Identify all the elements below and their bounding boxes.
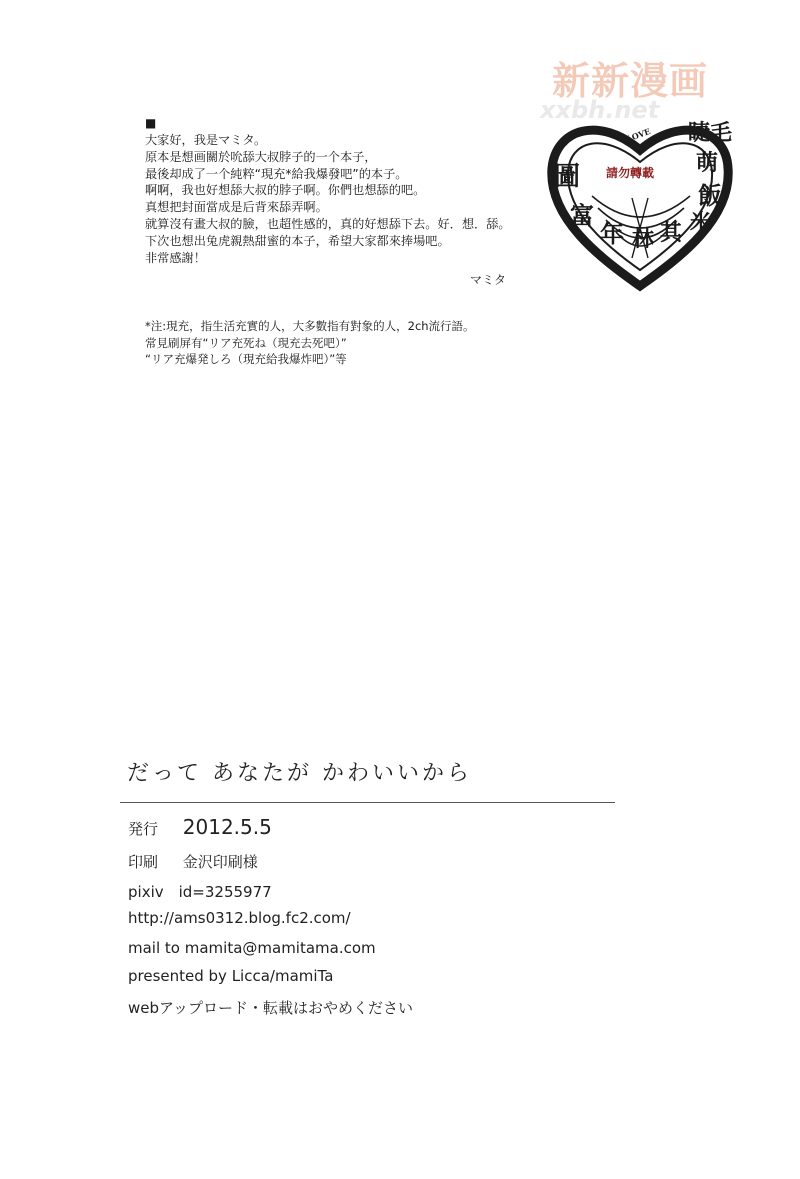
note-line: 非常感謝！ (145, 250, 206, 265)
author-note (145, 132, 545, 266)
seal-char: 林 (632, 226, 655, 252)
divider (120, 802, 615, 803)
book-title: だって あなたが かわいいから (127, 761, 472, 786)
note-line: 真想把封面當成是后背來舔弄啊。 (145, 200, 328, 215)
note-line: 下次也想出兔虎親熱甜蜜的本子，希望大家都來捧場吧。 (145, 233, 450, 248)
blog-url-link[interactable]: http://ams0312.blog.fc2.com/ (128, 909, 351, 927)
pixiv-id: pixiv id=3255977 (128, 883, 272, 901)
print-row (128, 851, 258, 872)
issue-row (128, 815, 272, 839)
print-label: 印刷 (128, 853, 159, 871)
issue-label: 発行 (128, 820, 159, 838)
repost-notice: webアップロード・転載はおやめください (128, 999, 413, 1017)
note-line: 原本是想画關於吮舔大叔脖子的一个本子， (145, 149, 377, 164)
note-line: 就算沒有畫大叔的臉，也超性感的，真的好想舔下去。好．想．舔。 (145, 216, 511, 231)
footnote-line: *注:現充，指生活充實的人，大多數指有對象的人，2ch流行語。 (145, 319, 475, 333)
presented-by: presented by Licca/mamiTa (128, 967, 334, 985)
note-line: 大家好，我是マミタ。 (145, 133, 267, 147)
note-line: 啊啊，我也好想舔大叔的脖子啊。你們也想舔的吧。 (145, 183, 426, 198)
seal-char: 睫毛 (688, 120, 733, 146)
seal-char: 飯 (698, 181, 722, 210)
footnote-line: 常見刷屏有“リア充死ね（現充去死吧）” (145, 335, 347, 350)
seal-char: 圖 (554, 162, 581, 192)
seal-arc-text: LOVE (625, 126, 652, 144)
seal-center-text: 請勿轉載 (606, 166, 655, 180)
footnote-line: “リア充爆発しろ（現充給我爆炸吧）”等 (145, 352, 347, 366)
seal-char: 米 (690, 210, 713, 236)
mail-link[interactable]: mail to mamita@mamitama.com (128, 939, 376, 957)
seal-char: 萌 (696, 150, 719, 176)
watermark-url: xxbh.net (540, 96, 660, 124)
issue-date: 2012.5.5 (182, 815, 272, 839)
footnote (145, 318, 475, 368)
watermark-title: 新新漫画 (552, 59, 709, 103)
note-line: 最後却成了一个純粹“現充*給我爆發吧”的本子。 (145, 166, 408, 181)
seal-char: 富 (570, 201, 594, 230)
print-value: 金沢印刷様 (182, 853, 258, 871)
seal-char: 其 (660, 220, 683, 246)
note-square-mark: ■ (145, 116, 157, 130)
seal-char: 年 (600, 219, 624, 248)
note-signature: マミタ (470, 273, 507, 287)
heart-seal-stamp (540, 98, 740, 298)
